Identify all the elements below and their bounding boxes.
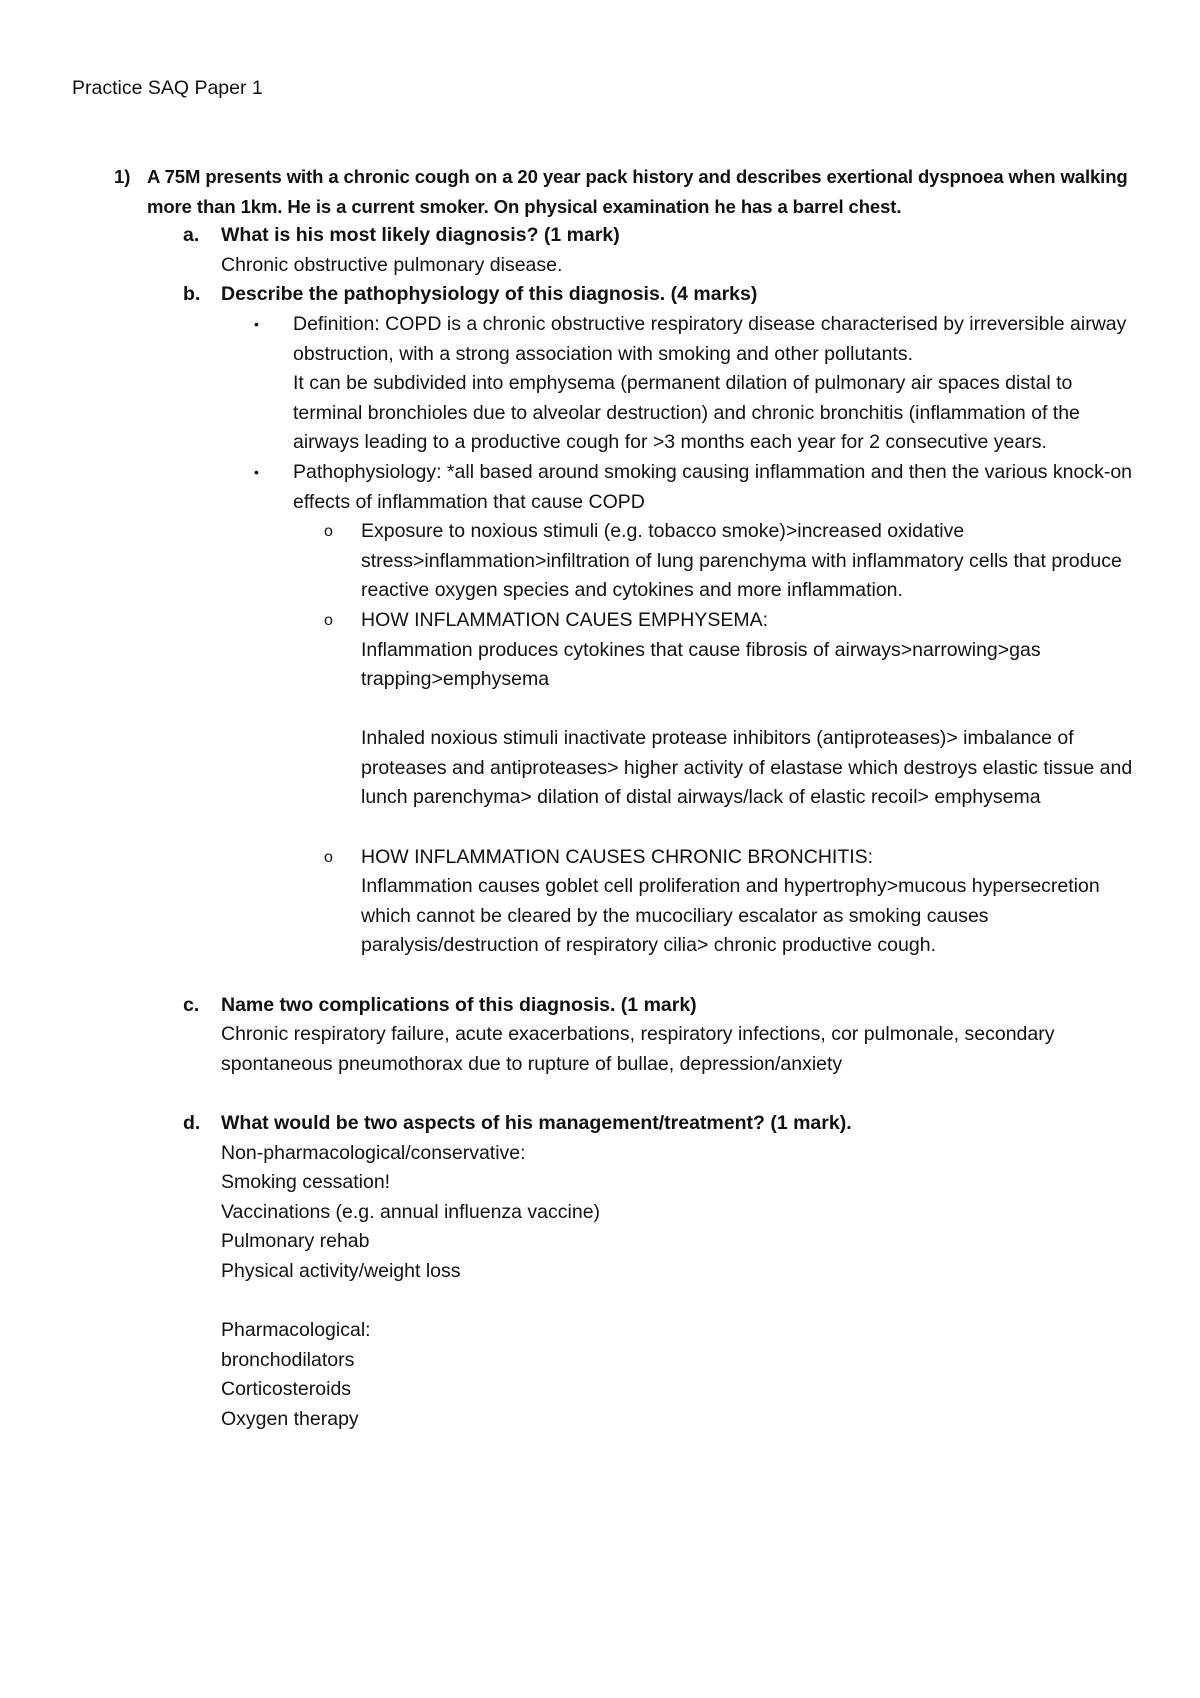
part-prompt: What is his most likely diagnosis? (1 mark) (221, 224, 620, 247)
blank-line (221, 1079, 1140, 1109)
subitem-emphysema (293, 606, 1140, 843)
subitem-exposure (293, 517, 1140, 606)
bullet-marker: • (254, 463, 259, 480)
question-1 (114, 162, 1140, 1435)
bullet-line: Pathophysiology: *all based around smoking causing inflammation and then the various knock-on effects of inflammation that cause COPD (293, 460, 1133, 513)
subitem-line: Exposure to noxious stimuli (e.g. tobacco smoke)>increased oxidative stress>inflammation>infiltration of lung parenchyma with inflammatory cells that produce reactive oxygen species and cytokines and more inflammation. (361, 520, 1122, 602)
part-letter: a. (183, 224, 200, 247)
answer-line: Oxygen therapy (221, 1407, 359, 1430)
blank-line (361, 813, 1140, 843)
answer-line: Corticosteroids (221, 1378, 352, 1401)
subitem-line: Inflammation produces cytokines that cause fibrosis of airways>narrowing>gas trapping>emphysema (361, 638, 1041, 691)
subitem-line: Inhaled noxious stimuli inactivate protease inhibitors (antiproteases)> imbalance of proteases and antiproteases> higher activity of elastase which destroys elastic tissue and lunch parenchyma> dilation of distal airways/lack of elastic recoil> emphysema (361, 727, 1133, 809)
answer-line: Smoking cessation! (221, 1171, 391, 1194)
blank-line (221, 961, 1140, 991)
subitem-line: Inflammation causes goblet cell proliferation and hypertrophy>mucous hypersecretion which cannot be cleared by the mucociliary escalator as smoking causes paralysis/destruction of respiratory cilia> chronic productive cough. (361, 875, 1100, 957)
part-answer: Chronic obstructive pulmonary disease. (221, 253, 563, 276)
blank-line (361, 695, 1140, 725)
answer-line: Physical activity/weight loss (221, 1259, 461, 1282)
bullet-marker: • (254, 315, 259, 332)
bullet-line: Definition: COPD is a chronic obstructive respiratory disease characterised by irreversible airway obstruction, with a strong association with smoking and other pollutants. (293, 312, 1127, 365)
subitem-marker: o (324, 848, 333, 866)
subitem-marker: o (324, 523, 333, 541)
part-a (120, 221, 1140, 280)
blank-line (221, 1287, 1140, 1317)
document-title: Practice SAQ Paper 1 (72, 77, 263, 99)
part-answer: Chronic respiratory failure, acute exacerbations, respiratory infections, cor pulmonale, secondary spontaneous pneumothorax due to rupture of bullae, depression/anxiety (221, 1023, 1055, 1075)
answer-line: Pharmacological: (221, 1319, 371, 1342)
part-letter: d. (183, 1112, 201, 1134)
part-c (120, 991, 1140, 1109)
question-stem (114, 162, 1140, 221)
part-b (120, 280, 1140, 990)
subitem-marker: o (324, 611, 333, 629)
question-stem-text: A 75M presents with a chronic cough on a 20 year pack history and describes exertional dyspnoea when walking more than 1km. He is a current smoker. On physical examination he has a barrel chest. (147, 166, 1128, 217)
question-number: 1) (114, 166, 131, 187)
part-prompt: Name two complications of this diagnosis. (1 mark) (221, 993, 697, 1016)
part-letter: c. (183, 993, 200, 1016)
bullet-pathophysiology (221, 458, 1140, 961)
answer-line: Pulmonary rehab (221, 1230, 370, 1253)
subitem-heading: HOW INFLAMMATION CAUES EMPHYSEMA: (361, 608, 769, 631)
part-prompt: What would be two aspects of his management/treatment? (1 mark). (221, 1112, 852, 1134)
part-d (120, 1109, 1140, 1435)
subitem-chronic-bronchitis (293, 843, 1140, 961)
subitem-heading: HOW INFLAMMATION CAUSES CHRONIC BRONCHITIS: (361, 845, 874, 868)
bullet-definition (221, 310, 1140, 458)
bullet-line: It can be subdivided into emphysema (permanent dilation of pulmonary air spaces distal to terminal bronchioles due to alveolar destruction) and chronic bronchitis (inflammation of the airways leading to a productive cough for >3 months each year for 2 consecutive years. (293, 372, 1080, 454)
answer-line: Non-pharmacological/conservative: (221, 1141, 526, 1164)
part-prompt: Describe the pathophysiology of this diagnosis. (4 marks) (221, 283, 758, 306)
answer-line: Vaccinations (e.g. annual influenza vaccine) (221, 1200, 601, 1223)
part-letter: b. (183, 283, 201, 306)
answer-line: bronchodilators (221, 1348, 355, 1371)
